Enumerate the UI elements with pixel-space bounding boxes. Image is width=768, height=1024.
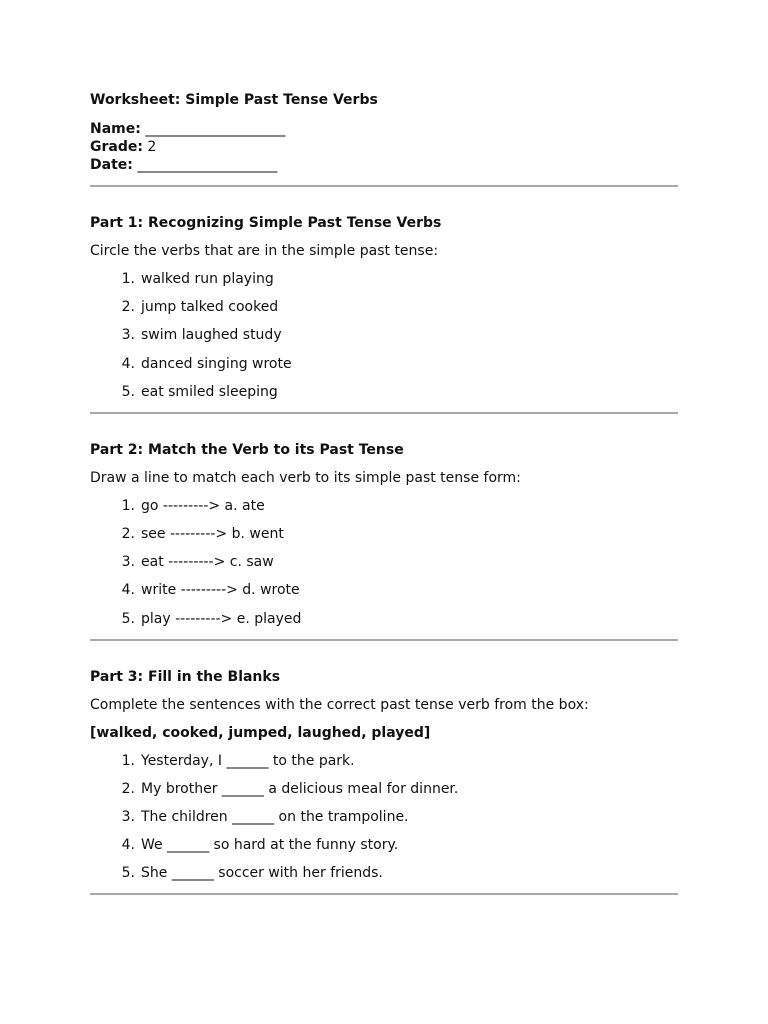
- item-number: 3.: [121, 554, 135, 571]
- item-number: 2.: [121, 299, 135, 316]
- name-line: [90, 120, 678, 138]
- item-number: 5.: [121, 383, 135, 400]
- list-item: [90, 525, 678, 543]
- part2-title: Part 2: Match the Verb to its Past Tense: [90, 441, 404, 458]
- item-number: 5.: [121, 865, 135, 882]
- date-line: [90, 156, 678, 174]
- list-item: [90, 270, 678, 288]
- item-number: 4.: [121, 355, 135, 372]
- name-blank: ____________________: [145, 121, 286, 137]
- list-item: [90, 808, 678, 826]
- date-label: Date:: [90, 157, 133, 173]
- item-text: Yesterday, I ______ to the park.: [141, 752, 355, 769]
- list-item: [90, 752, 678, 770]
- worksheet-content: [90, 91, 678, 922]
- item-text: write ---------> d. wrote: [141, 582, 300, 599]
- part3-list: [90, 752, 678, 883]
- list-item: [90, 355, 678, 373]
- item-text: play ---------> e. played: [141, 610, 302, 627]
- item-text: swim laughed study: [141, 327, 282, 344]
- item-number: 1.: [121, 752, 135, 769]
- item-number: 5.: [121, 610, 135, 627]
- list-item: [90, 497, 678, 515]
- item-number: 2.: [121, 525, 135, 542]
- item-text: see ---------> b. went: [141, 525, 284, 542]
- item-number: 1.: [121, 497, 135, 514]
- list-item: [90, 383, 678, 401]
- grade-value: 2: [147, 139, 157, 155]
- list-item: [90, 298, 678, 316]
- item-text: danced singing wrote: [141, 355, 292, 372]
- part1-instruction: Circle the verbs that are in the simple past tense:: [90, 243, 439, 259]
- item-text: walked run playing: [141, 271, 274, 287]
- list-item: [90, 326, 678, 344]
- item-text: She ______ soccer with her friends.: [141, 865, 383, 882]
- list-item: [90, 581, 678, 599]
- item-text: jump talked cooked: [141, 299, 279, 316]
- word-box: [walked, cooked, jumped, laughed, played]: [90, 724, 431, 741]
- item-number: 3.: [121, 327, 135, 344]
- item-text: We ______ so hard at the funny story.: [141, 837, 399, 854]
- item-text: eat ---------> c. saw: [141, 554, 274, 571]
- section-divider: [90, 412, 678, 414]
- part3-title: Part 3: Fill in the Blanks: [90, 668, 281, 685]
- grade-line: [90, 138, 678, 156]
- part3-section: [90, 668, 678, 883]
- item-number: 1.: [121, 271, 135, 287]
- part2-instruction: Draw a line to match each verb to its simple past tense form:: [90, 469, 521, 486]
- date-blank: ____________________: [137, 157, 278, 173]
- list-item: [90, 780, 678, 798]
- item-number: 4.: [121, 582, 135, 599]
- section-divider: [90, 893, 678, 895]
- list-item: [90, 864, 678, 882]
- part2-section: [90, 441, 678, 628]
- item-number: 4.: [121, 837, 135, 854]
- item-text: go ---------> a. ate: [141, 497, 265, 514]
- grade-label: Grade:: [90, 139, 143, 155]
- list-item: [90, 836, 678, 854]
- name-label: Name:: [90, 121, 141, 137]
- part3-instruction: Complete the sentences with the correct past tense verb from the box:: [90, 696, 589, 713]
- section-divider: [90, 185, 678, 187]
- part2-list: [90, 497, 678, 628]
- item-text: My brother ______ a delicious meal for dinner.: [141, 780, 459, 797]
- part1-section: [90, 214, 678, 401]
- list-item: [90, 553, 678, 571]
- item-number: 3.: [121, 808, 135, 825]
- section-divider: [90, 639, 678, 641]
- item-number: 2.: [121, 780, 135, 797]
- item-text: The children ______ on the trampoline.: [141, 808, 409, 825]
- part1-list: [90, 270, 678, 401]
- item-text: eat smiled sleeping: [141, 383, 278, 400]
- worksheet-title: Worksheet: Simple Past Tense Verbs: [90, 92, 378, 108]
- part1-title: Part 1: Recognizing Simple Past Tense Verbs: [90, 215, 442, 231]
- list-item: [90, 610, 678, 628]
